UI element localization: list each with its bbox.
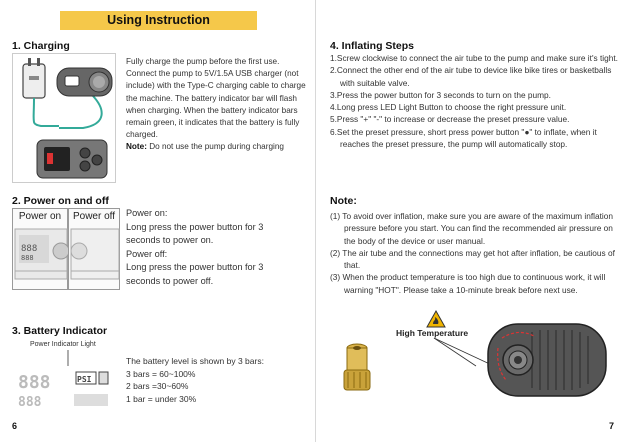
- note-title: Note:: [330, 195, 357, 207]
- power-line: seconds to power on.: [126, 235, 214, 246]
- list-item: 3.Press the power button for 3 seconds to turn on the pump.: [330, 89, 551, 100]
- svg-text:888: 888: [18, 372, 51, 393]
- charging-description: Fully charge the pump before the first use. Connect the pump to 5V/1.5A USB charger (not include) with the Type-C charging cable to charge the machine. The battery indicator bar will flash when charging. When the battery indicator bars remain green, it indicates that the battery is fully charged.: [126, 57, 306, 140]
- list-item: 6.Set the preset pressure, short press power button "●" to inflate, when it reaches the preset pressure, the pump will automatically stop.: [330, 126, 597, 150]
- power-line: seconds to power off.: [126, 275, 214, 286]
- battery-display-drawing: [14, 350, 114, 410]
- valve-adapter-image: [340, 340, 374, 396]
- page-number-right: 7: [609, 421, 615, 431]
- instruction-banner: Using Instruction: [60, 11, 257, 30]
- battery-text: [126, 355, 312, 405]
- power-line: Long press the power button for 3: [126, 262, 264, 273]
- svg-text:888: 888: [21, 254, 34, 262]
- power-on-box: [12, 208, 68, 290]
- list-item: (3) When the product temperature is too high due to continuous work, it will warning "HOT". Please take a 10-minute break before next use.: [330, 272, 606, 295]
- battery-line: 2 bars =30~60%: [126, 381, 189, 391]
- power-on-label: Power on: [18, 211, 62, 222]
- notes-list: [330, 210, 622, 296]
- charger-pump-drawing: [13, 54, 117, 184]
- power-off-display: [69, 225, 121, 285]
- pump-device-image: [484, 318, 610, 402]
- high-temperature-label: High Temperature: [396, 328, 469, 338]
- power-title: 2. Power on and off: [12, 195, 109, 207]
- svg-text:888: 888: [18, 395, 42, 410]
- svg-text:888: 888: [21, 244, 38, 254]
- warning-triangle-icon: [426, 310, 446, 328]
- power-line: Power off:: [126, 248, 168, 259]
- battery-line: 3 bars = 60~100%: [126, 368, 196, 379]
- power-line: Long press the power button for 3: [126, 221, 264, 232]
- power-instructions: [126, 207, 312, 289]
- battery-line: The battery level is shown by 3 bars:: [126, 356, 264, 366]
- inflating-title: 4. Inflating Steps: [330, 40, 415, 52]
- list-item: (1) To avoid over inflation, make sure you are aware of the maximum inflation pressure before you start. You can find the recommended air pressure on the body of the device or user manual.: [330, 211, 613, 246]
- power-indicator-label: Power Indicator Light: [30, 341, 96, 348]
- power-off-label: Power off: [72, 211, 116, 222]
- battery-title: 3. Battery Indicator: [12, 325, 108, 337]
- power-on-display: [13, 225, 69, 285]
- charging-note-label: Note:: [126, 142, 147, 152]
- page-number-left: 6: [12, 421, 18, 431]
- charging-title: 1. Charging: [12, 40, 70, 52]
- charging-note-text: Do not use the pump during charging: [149, 142, 284, 152]
- power-line: Power on:: [126, 208, 168, 218]
- psi-unit-label: PSI: [77, 375, 92, 384]
- list-item: 5.Press "+" "-" to increase or decrease the preset pressure value.: [330, 114, 570, 125]
- charging-text: [126, 56, 312, 154]
- battery-line: 1 bar = under 30%: [126, 393, 197, 404]
- list-item: 1.Screw clockwise to connect the air tube to the pump and make sure it's tight.: [330, 53, 618, 63]
- list-item: 4.Long press LED Light Button to choose the right pressure unit.: [330, 102, 567, 113]
- list-item: (2) The air tube and the connections may get hot after inflation, be cautious of that.: [330, 247, 615, 271]
- power-off-box: [68, 208, 120, 290]
- list-item: 2.Connect the other end of the air tube to device like bike tires or basketballs with suitable valve.: [330, 65, 612, 88]
- charging-illustration: [12, 53, 116, 183]
- inflating-steps-list: [330, 52, 620, 150]
